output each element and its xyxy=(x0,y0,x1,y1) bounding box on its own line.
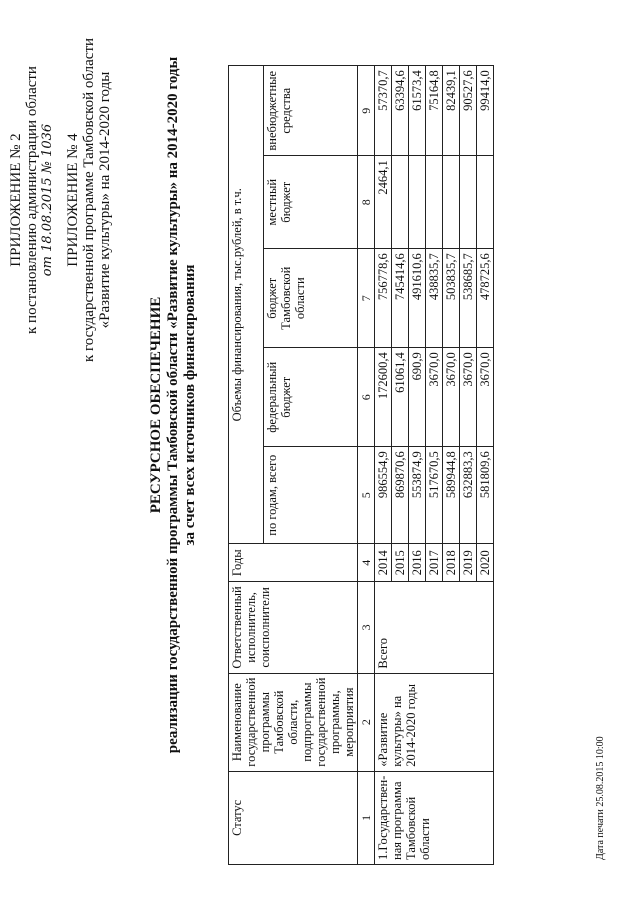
local-cell xyxy=(477,156,494,249)
header-status: Статус xyxy=(229,771,358,864)
extra-cell: 82439,1 xyxy=(443,66,460,156)
appendix-2-header xyxy=(8,20,56,380)
extra-cell: 57370,7 xyxy=(375,66,392,156)
funding-table xyxy=(228,65,494,865)
column-number: 5 xyxy=(358,447,375,544)
federal-cell: 61061,4 xyxy=(392,348,409,447)
local-cell xyxy=(409,156,426,249)
extra-cell: 75164,8 xyxy=(426,66,443,156)
appendix-2-line: к постановлению администрации области xyxy=(24,66,40,334)
year-cell: 2015 xyxy=(392,544,409,582)
column-number: 4 xyxy=(358,544,375,582)
appendix-4-header xyxy=(65,20,113,380)
column-number: 2 xyxy=(358,673,375,771)
title-line-2: реализации государственной программы Тамбовской области «Развитие культуры» на 2014-2020 годы xyxy=(165,56,181,754)
extra-cell: 90527,6 xyxy=(460,66,477,156)
regional-cell: 538685,7 xyxy=(460,249,477,348)
handwritten-date-number: от 18.08.2015 № 1036 xyxy=(40,123,55,277)
regional-cell: 438835,7 xyxy=(426,249,443,348)
header-funding-group: Объемы финансирования, тыс.рублей, в т.ч. xyxy=(229,66,264,544)
header-total: по годам, всего xyxy=(264,447,358,544)
year-cell: 2017 xyxy=(426,544,443,582)
federal-cell: 172600,4 xyxy=(375,348,392,447)
column-number: 8 xyxy=(358,156,375,249)
status-cell: 1.Государствен-ная программа Тамбовской области xyxy=(375,771,494,864)
column-number-row xyxy=(358,66,375,865)
regional-cell: 745414,6 xyxy=(392,249,409,348)
total-cell: 517670,5 xyxy=(426,447,443,544)
column-number: 7 xyxy=(358,249,375,348)
federal-cell: 690,9 xyxy=(409,348,426,447)
total-cell: 553874,9 xyxy=(409,447,426,544)
local-cell xyxy=(392,156,409,249)
program-name-cell: «Развитие культуры» на 2014-2020 годы xyxy=(375,673,494,771)
header-federal: федеральный бюджет xyxy=(264,348,358,447)
header-local: местный бюджет xyxy=(264,156,358,249)
appendix-4-line-1: к государственной программе Тамбовской области xyxy=(81,37,97,363)
regional-cell: 491610,6 xyxy=(409,249,426,348)
total-cell: 869870,6 xyxy=(392,447,409,544)
header-years: Годы xyxy=(229,544,358,582)
regional-cell: 503835,7 xyxy=(443,249,460,348)
column-number: 1 xyxy=(358,771,375,864)
header-executor: Ответственный исполнитель, соисполнители xyxy=(229,582,358,673)
year-cell: 2020 xyxy=(477,544,494,582)
local-cell xyxy=(460,156,477,249)
appendix-4-line-2: «Развитие культуры» на 2014-2020 годы xyxy=(97,71,113,329)
header-regional: бюджет Тамбовской области xyxy=(264,249,358,348)
column-number: 6 xyxy=(358,348,375,447)
federal-cell: 3670,0 xyxy=(460,348,477,447)
federal-cell: 3670,0 xyxy=(477,348,494,447)
year-cell: 2014 xyxy=(375,544,392,582)
extra-cell: 99414,0 xyxy=(477,66,494,156)
appendix-4-title: ПРИЛОЖЕНИЕ № 4 xyxy=(65,133,81,267)
column-number: 3 xyxy=(358,582,375,673)
local-cell xyxy=(443,156,460,249)
title-line-1: РЕСУРСНОЕ ОБЕСПЕЧЕНИЕ xyxy=(148,296,164,514)
federal-cell: 3670,0 xyxy=(443,348,460,447)
total-cell: 589944,8 xyxy=(443,447,460,544)
column-number: 9 xyxy=(358,66,375,156)
year-cell: 2018 xyxy=(443,544,460,582)
local-cell xyxy=(426,156,443,249)
header-row-1 xyxy=(229,66,264,865)
document-title xyxy=(148,25,199,785)
federal-cell: 3670,0 xyxy=(426,348,443,447)
header-extra: внебюджетные средства xyxy=(264,66,358,156)
header-name: Наименование государственной программы Тамбовской области, подпрограммы государственной программы, мероприятия xyxy=(229,673,358,771)
regional-cell: 756778,6 xyxy=(375,249,392,348)
executor-cell: Всего xyxy=(375,582,494,673)
local-cell: 2464,1 xyxy=(375,156,392,249)
title-line-3: за счет всех источников финансирования xyxy=(182,264,198,546)
extra-cell: 63394,6 xyxy=(392,66,409,156)
table-row xyxy=(375,66,392,865)
print-date: Дата печати 25.08.2015 10:00 xyxy=(595,736,606,860)
appendix-2-title: ПРИЛОЖЕНИЕ № 2 xyxy=(8,133,24,267)
extra-cell: 61573,4 xyxy=(409,66,426,156)
year-cell: 2019 xyxy=(460,544,477,582)
regional-cell: 478725,6 xyxy=(477,249,494,348)
total-cell: 581809,6 xyxy=(477,447,494,544)
total-cell: 632883,3 xyxy=(460,447,477,544)
total-cell: 986554,9 xyxy=(375,447,392,544)
year-cell: 2016 xyxy=(409,544,426,582)
